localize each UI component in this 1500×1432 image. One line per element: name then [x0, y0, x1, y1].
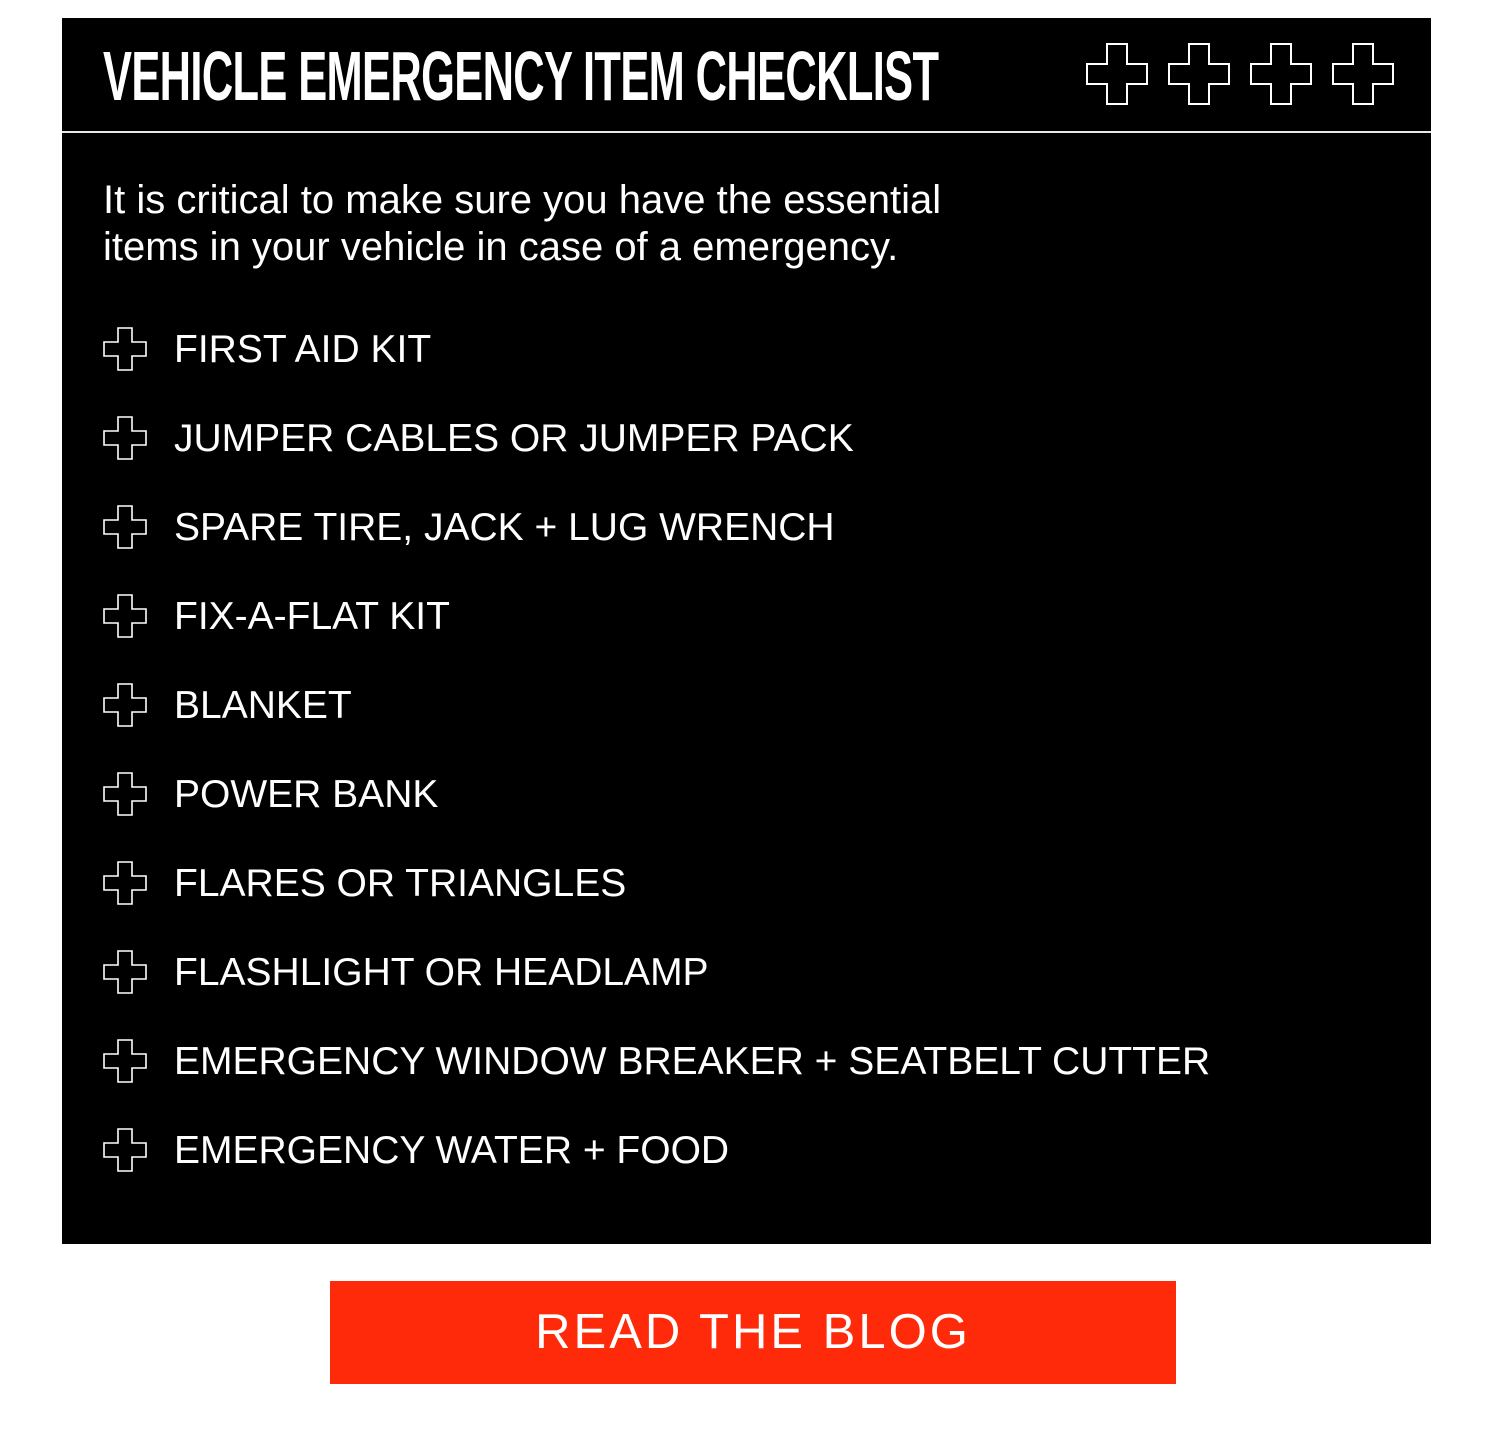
- cross-icon: [103, 416, 147, 460]
- read-the-blog-button[interactable]: READ THE BLOG: [330, 1281, 1176, 1384]
- cross-icon: [103, 327, 147, 371]
- checklist-item-label: SPARE TIRE, JACK + LUG WRENCH: [174, 506, 835, 549]
- checklist-item-label: FIRST AID KIT: [174, 328, 432, 371]
- cross-icon: [103, 683, 147, 727]
- cross-icon: [103, 1039, 147, 1083]
- cross-icon: [103, 505, 147, 549]
- checklist-item-label: FLARES OR TRIANGLES: [174, 862, 627, 905]
- cross-icon: [103, 1128, 147, 1172]
- page-title: VEHICLE EMERGENCY ITEM CHECKLIST: [103, 37, 939, 115]
- checklist-item-label: EMERGENCY WATER + FOOD: [174, 1129, 730, 1172]
- cross-icon: [1086, 43, 1148, 105]
- checklist-item-label: EMERGENCY WINDOW BREAKER + SEATBELT CUTTER: [174, 1040, 1211, 1083]
- cross-icon: [1168, 43, 1230, 105]
- cross-icon: [1332, 43, 1394, 105]
- checklist-item-label: POWER BANK: [174, 773, 439, 816]
- checklist-item-label: FLASHLIGHT OR HEADLAMP: [174, 951, 709, 994]
- cross-icon: [103, 950, 147, 994]
- header-cross-icons: [1086, 43, 1394, 105]
- cross-icon: [103, 594, 147, 638]
- intro-text: It is critical to make sure you have the essential items in your vehicle in case of a emergency.: [103, 178, 942, 269]
- checklist-item-label: JUMPER CABLES OR JUMPER PACK: [174, 417, 854, 460]
- cross-icon: [1250, 43, 1312, 105]
- checklist-card: [62, 18, 1431, 1244]
- checklist-item-label: BLANKET: [174, 684, 352, 727]
- checklist-item-label: FIX-A-FLAT KIT: [174, 595, 450, 638]
- cross-icon: [103, 861, 147, 905]
- cross-icon: [103, 772, 147, 816]
- card-header: [62, 18, 1431, 133]
